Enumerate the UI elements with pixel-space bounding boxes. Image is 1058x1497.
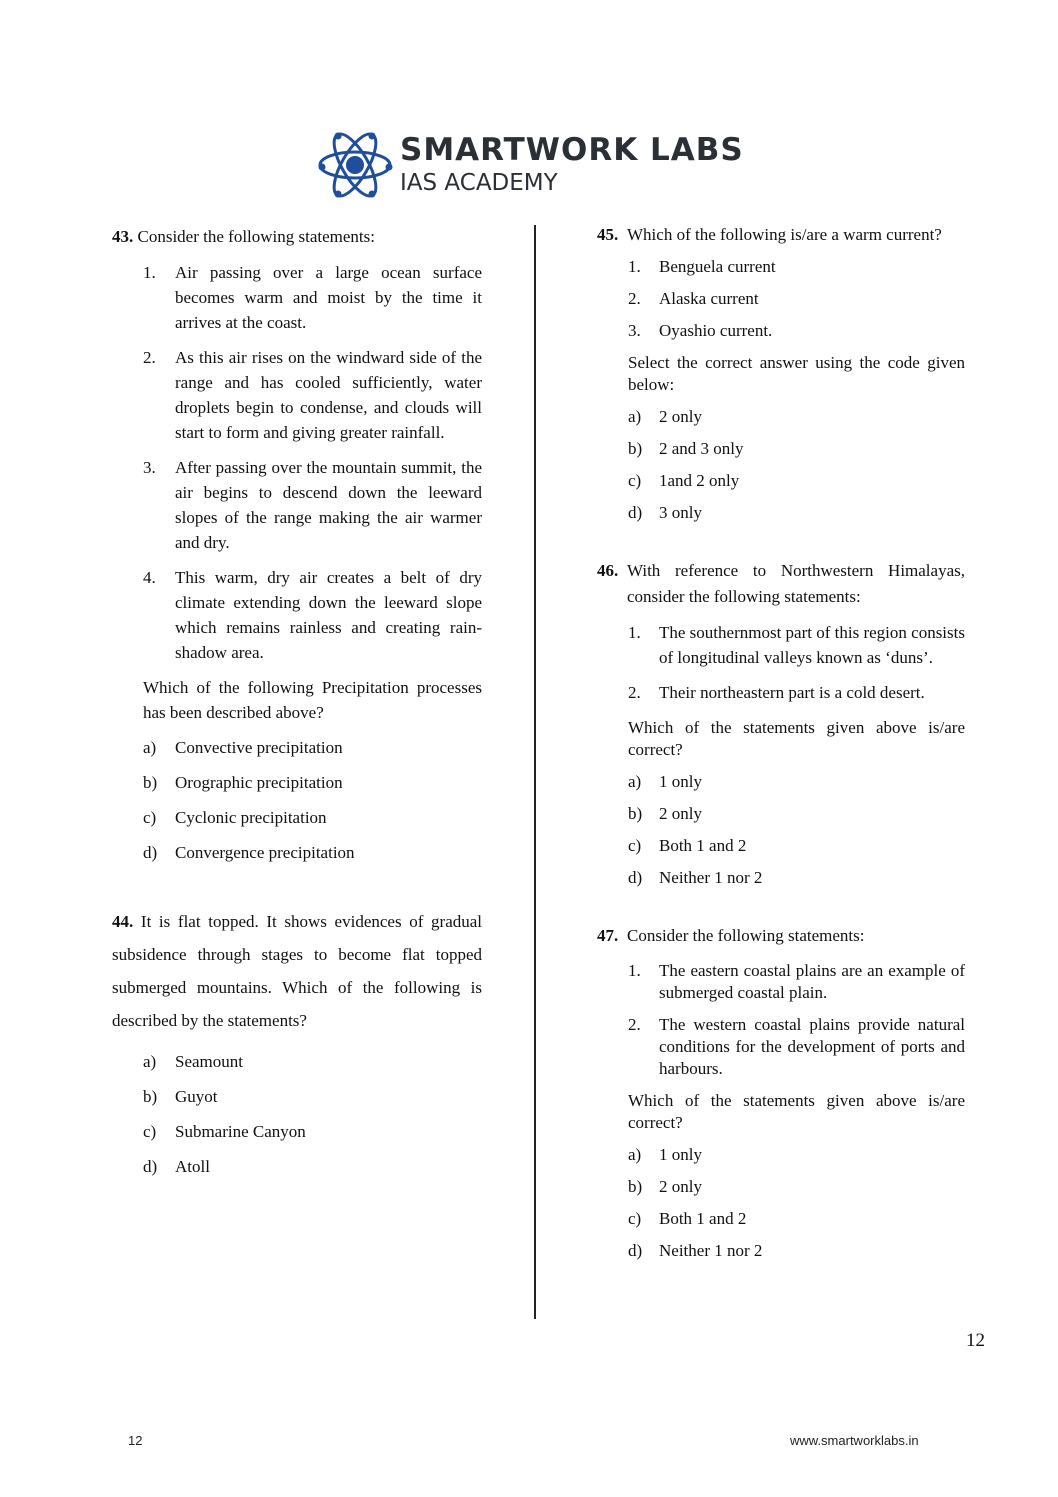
statement-number: 1. [628, 257, 641, 276]
option-d[interactable] [628, 502, 965, 524]
option-text: Convective precipitation [175, 738, 343, 757]
question-prompt: Which of the statements given above is/are correct? [628, 718, 965, 759]
option-text: 3 only [659, 503, 702, 522]
statement-text: The western coastal plains provide natural conditions for the development of ports and harbours. [659, 1015, 965, 1078]
statement-number: 1. [628, 623, 641, 642]
option-label: b) [143, 773, 158, 792]
option-c[interactable] [628, 1208, 965, 1230]
option-label: a) [628, 407, 642, 426]
question-43-stem [112, 224, 482, 249]
option-text: 2 only [659, 407, 702, 426]
option-text: Guyot [175, 1087, 218, 1106]
question-prompt: Which of the following Precipitation processes has been described above? [143, 678, 482, 722]
statement-number: 4. [143, 568, 156, 587]
question-45-stem [597, 224, 965, 246]
option-b[interactable] [628, 1176, 965, 1198]
atom-icon [318, 130, 394, 200]
option-label: c) [628, 836, 642, 855]
option-c[interactable] [143, 1119, 482, 1144]
option-label: b) [628, 804, 643, 823]
option-label: c) [143, 1122, 157, 1141]
statement [628, 960, 965, 1004]
page-number: 12 [966, 1330, 985, 1351]
option-c[interactable] [143, 805, 482, 830]
statement-number: 1. [628, 961, 641, 980]
option-label: d) [628, 868, 643, 887]
option-d[interactable] [628, 867, 965, 889]
option-text: Orographic precipitation [175, 773, 343, 792]
statement [628, 680, 965, 705]
statement [628, 620, 965, 670]
option-text: Atoll [175, 1157, 210, 1176]
column-divider [534, 225, 536, 1319]
question-46-stem [597, 558, 965, 610]
statement-text: As this air rises on the windward side of the range and has cooled sufficiently, water droplets begin to condense, and clouds will start to form and giving greater rainfall. [175, 348, 482, 442]
statement-text: Oyashio current. [659, 321, 773, 340]
option-text: Neither 1 nor 2 [659, 1241, 763, 1260]
question-prompt: Which of the statements given above is/are correct? [628, 1091, 965, 1132]
option-text: 2 and 3 only [659, 439, 744, 458]
statement [143, 455, 482, 555]
statement-text: The southernmost part of this region consists of longitudinal valleys known as ‘duns’. [659, 623, 965, 667]
option-label: a) [628, 1145, 642, 1164]
option-text: 2 only [659, 1177, 702, 1196]
statement [628, 256, 965, 278]
statement-text: Alaska current [659, 289, 759, 308]
statement-text: Benguela current [659, 257, 776, 276]
option-label: d) [143, 1157, 158, 1176]
question-number: 46. [597, 561, 619, 580]
option-d[interactable] [143, 1154, 482, 1179]
statement-number: 3. [628, 321, 641, 340]
question-text: With reference to Northwestern Himalayas, consider the following statements: [627, 561, 965, 606]
option-text: Seamount [175, 1052, 243, 1071]
option-label: c) [143, 808, 157, 827]
statement-text: Their northeastern part is a cold desert. [659, 683, 925, 702]
question-number: 43. [112, 227, 134, 246]
statement-number: 3. [143, 458, 156, 477]
statement-number: 2. [143, 348, 156, 367]
option-a[interactable] [628, 406, 965, 428]
question-text: Consider the following statements: [627, 926, 865, 945]
option-text: Convergence precipitation [175, 843, 355, 862]
option-a[interactable] [143, 1049, 482, 1074]
question-number: 47. [597, 926, 619, 945]
question-number: 45. [597, 225, 619, 244]
option-label: a) [628, 772, 642, 791]
brand-subtitle: IAS ACADEMY [400, 170, 558, 196]
logo [318, 130, 758, 200]
left-column [112, 224, 482, 1179]
question-47-stem [597, 925, 965, 947]
option-text: 2 only [659, 804, 702, 823]
statement-text: Air passing over a large ocean surface becomes warm and moist by the time it arrives at the coast. [175, 263, 482, 332]
option-a[interactable] [628, 1144, 965, 1166]
question-text: Which of the following is/are a warm current? [627, 225, 942, 244]
statement-text: This warm, dry air creates a belt of dry climate extending down the leeward slope which remains rainless and creating rain-shadow area. [175, 568, 482, 662]
option-label: d) [143, 843, 158, 862]
statement-text: The eastern coastal plains are an example of submerged coastal plain. [659, 961, 965, 1002]
option-d[interactable] [143, 840, 482, 865]
option-b[interactable] [143, 1084, 482, 1109]
option-text: Cyclonic precipitation [175, 808, 327, 827]
option-label: d) [628, 503, 643, 522]
statement-number: 2. [628, 1015, 641, 1034]
footer-website[interactable]: www.smartworklabs.in [790, 1433, 919, 1448]
option-text: 1and 2 only [659, 471, 740, 490]
option-b[interactable] [628, 803, 965, 825]
statement-text: After passing over the mountain summit, the air begins to descend down the leeward slopes of the range making the air warmer and dry. [175, 458, 482, 552]
option-label: a) [143, 738, 157, 757]
right-column [597, 224, 965, 1262]
option-label: b) [143, 1087, 158, 1106]
question-number: 44. [112, 912, 134, 931]
option-c[interactable] [628, 470, 965, 492]
option-text: Neither 1 nor 2 [659, 868, 763, 887]
option-label: c) [628, 471, 642, 490]
statement [628, 1014, 965, 1080]
statement-number: 2. [628, 289, 641, 308]
question-text: Consider the following statements: [137, 227, 375, 246]
statement-number: 2. [628, 683, 641, 702]
question-text: It is flat topped. It shows evidences of gradual subsidence through stages to become flat topped submerged mountains. Which of the following is described by the statements? [112, 912, 483, 1030]
option-b[interactable] [143, 770, 482, 795]
statement [143, 260, 482, 335]
option-text: 1 only [659, 772, 702, 791]
option-d[interactable] [628, 1240, 965, 1262]
option-label: b) [628, 439, 643, 458]
option-label: a) [143, 1052, 157, 1071]
option-a[interactable] [628, 771, 965, 793]
statement [628, 320, 965, 342]
question-prompt: Select the correct answer using the code given below: [628, 353, 965, 394]
option-text: 1 only [659, 1145, 702, 1164]
option-label: d) [628, 1241, 643, 1260]
question-44-stem [112, 905, 482, 1037]
brand-name: SMARTWORK LABS [400, 132, 744, 168]
statement [143, 345, 482, 445]
option-text: Submarine Canyon [175, 1122, 306, 1141]
option-c[interactable] [628, 835, 965, 857]
statement [628, 288, 965, 310]
statement [143, 565, 482, 665]
option-a[interactable] [143, 735, 482, 760]
option-b[interactable] [628, 438, 965, 460]
option-text: Both 1 and 2 [659, 836, 747, 855]
option-text: Both 1 and 2 [659, 1209, 747, 1228]
statement-number: 1. [143, 263, 156, 282]
option-label: c) [628, 1209, 642, 1228]
footer-page-number: 12 [128, 1433, 143, 1448]
option-label: b) [628, 1177, 643, 1196]
